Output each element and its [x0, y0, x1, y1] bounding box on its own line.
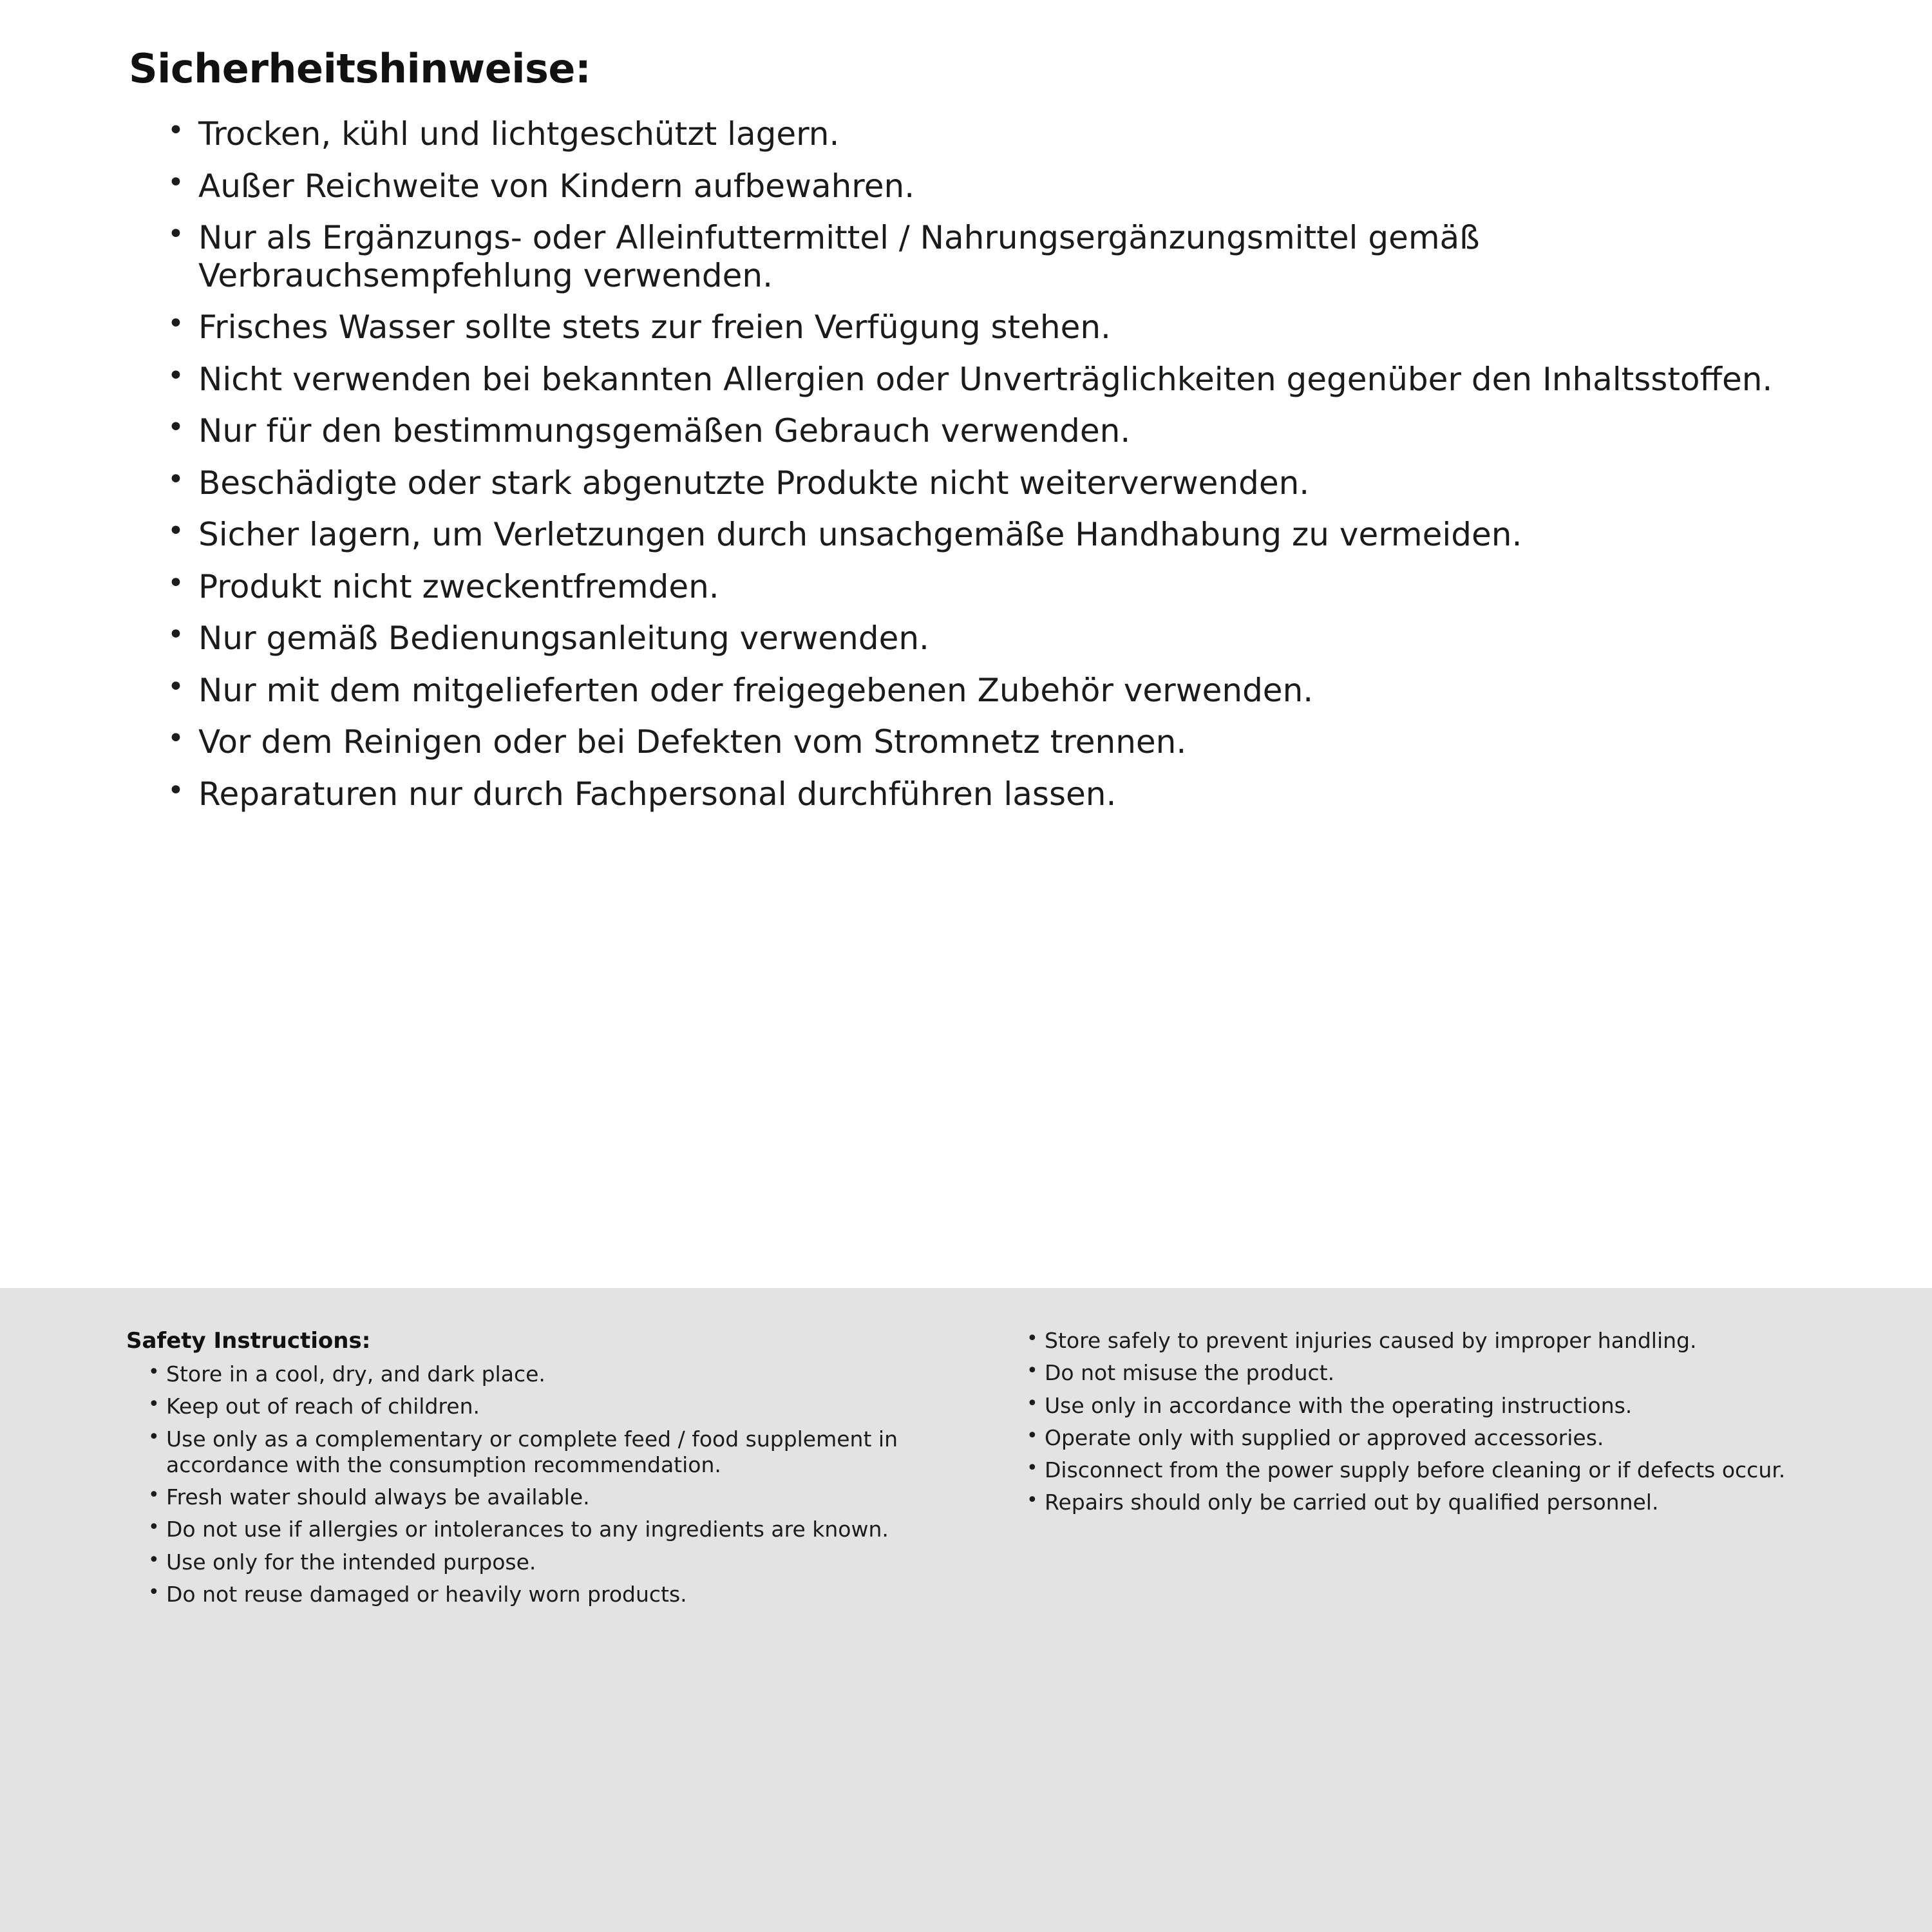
list-item: • Nur als Ergänzungs- oder Alleinfuttermittel / Nahrungsergänzungsmittel gemäß Verbrauchsempfehlung verwenden.: [162, 219, 1847, 294]
english-safety-list-left: [126, 1361, 957, 1607]
list-item: • Do not misuse the product.: [1025, 1360, 1852, 1386]
english-safety-section: [0, 1288, 1932, 1932]
list-item: • Use only in accordance with the operating instructions.: [1025, 1393, 1852, 1419]
list-item: • Sicher lagern, um Verletzungen durch unsachgemäße Handhabung zu vermeiden.: [162, 516, 1847, 554]
list-item: • Use only for the intended purpose.: [147, 1549, 957, 1575]
list-item: • Keep out of reach of children.: [147, 1394, 957, 1419]
list-item: • Vor dem Reinigen oder bei Defekten vom Stromnetz trennen.: [162, 723, 1847, 761]
list-item: • Operate only with supplied or approved accessories.: [1025, 1425, 1852, 1451]
list-item: • Repairs should only be carried out by qualified personnel.: [1025, 1490, 1852, 1515]
list-item: • Nicht verwenden bei bekannten Allergien oder Unverträglichkeiten gegenüber den Inhaltsstoffen.: [162, 361, 1847, 399]
english-safety-list-right: [1021, 1328, 1852, 1516]
list-item: • Produkt nicht zweckentfremden.: [162, 568, 1847, 606]
list-item: • Nur gemäß Bedienungsanleitung verwenden.: [162, 620, 1847, 658]
german-safety-list: [129, 115, 1855, 813]
list-item: • Do not use if allergies or intolerances to any ingredients are known.: [147, 1517, 957, 1542]
list-item: • Nur mit dem mitgelieferten oder freigegebenen Zubehör verwenden.: [162, 672, 1847, 710]
list-item: • Store in a cool, dry, and dark place.: [147, 1361, 957, 1387]
list-item: • Reparaturen nur durch Fachpersonal durchführen lassen.: [162, 775, 1847, 813]
list-item: • Nur für den bestimmungsgemäßen Gebrauch verwenden.: [162, 412, 1847, 450]
list-item: • Beschädigte oder stark abgenutzte Produkte nicht weiterverwenden.: [162, 464, 1847, 502]
list-item: • Außer Reichweite von Kindern aufbewahren.: [162, 167, 1847, 205]
list-item: • Disconnect from the power supply before cleaning or if defects occur.: [1025, 1457, 1852, 1483]
list-item: • Trocken, kühl und lichtgeschützt lagern.: [162, 115, 1847, 153]
list-item: • Frisches Wasser sollte stets zur freien Verfügung stehen.: [162, 308, 1847, 346]
list-item: • Store safely to prevent injuries caused by improper handling.: [1025, 1328, 1852, 1354]
list-item: • Fresh water should always be available.: [147, 1484, 957, 1510]
english-left-column: [126, 1328, 957, 1614]
list-item: • Use only as a complementary or complete feed / food supplement in accordance with the consumption recommendation.: [147, 1426, 957, 1479]
english-section-title: Safety Instructions:: [126, 1328, 371, 1354]
page-title: Sicherheitshinweise:: [129, 45, 591, 92]
english-right-column: [1021, 1328, 1852, 1522]
list-item: • Do not reuse damaged or heavily worn products.: [147, 1582, 957, 1607]
